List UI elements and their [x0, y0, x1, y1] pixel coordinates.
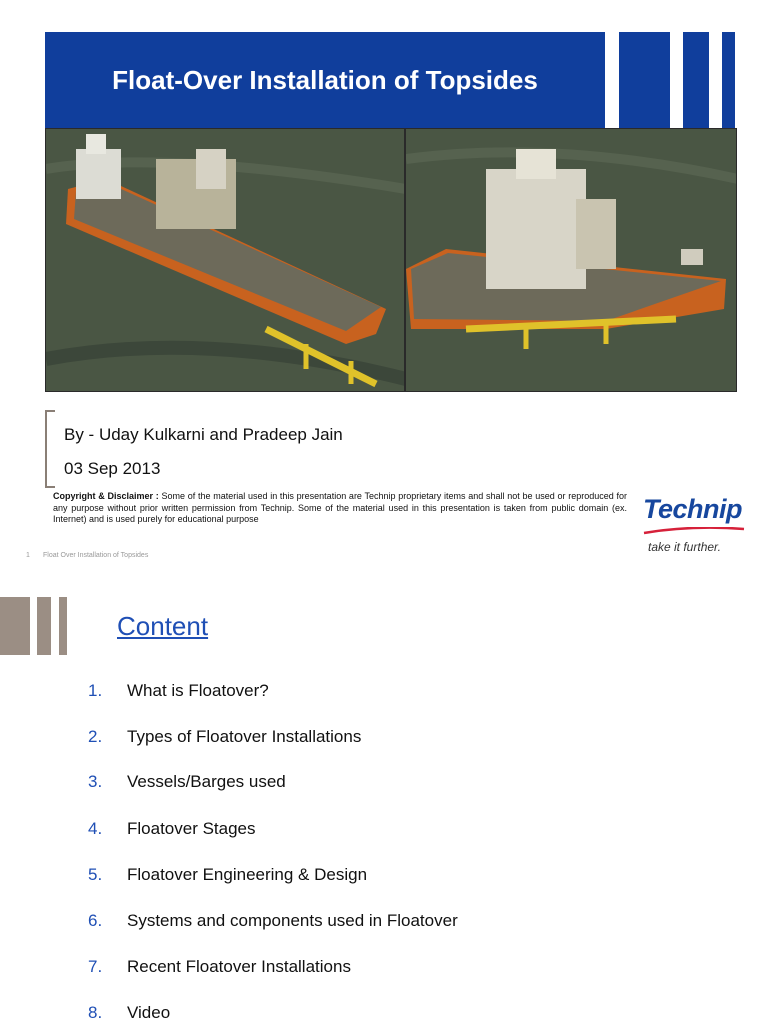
author-bracket: [45, 410, 55, 488]
item-label: Video: [127, 1003, 171, 1022]
item-label: Types of Floatover Installations: [127, 727, 362, 746]
item-label: Floatover Stages: [127, 819, 256, 838]
accent-block-1: [0, 597, 30, 655]
title-bar: [45, 32, 605, 128]
item-label: Floatover Engineering & Design: [127, 865, 368, 884]
footer-title: Float Over Installation of Topsides: [43, 552, 149, 559]
disclaimer-text: Some of the material used in this presentation are Technip proprietary items and shall not be used or reproduced for any purpose without prior written permission from Technip. Some of the material used in this presentation is taken from public domain (ex. Internet) and is used purely for educational purpose: [53, 491, 627, 524]
title-stripe-2: [683, 32, 709, 128]
presentation-date: 03 Sep 2013: [64, 459, 161, 478]
footer-page-number: 1: [26, 552, 30, 559]
item-number: 8.: [88, 1003, 103, 1022]
logo-swoosh-icon: [642, 527, 746, 535]
item-number: 6.: [88, 911, 103, 930]
item-label: What is Floatover?: [127, 681, 269, 700]
item-number: 7.: [88, 957, 103, 976]
content-heading[interactable]: Content: [117, 611, 209, 641]
item-label: Recent Floatover Installations: [127, 957, 351, 976]
author-line: By - Uday Kulkarni and Pradeep Jain: [64, 425, 343, 444]
accent-block-2: [37, 597, 51, 655]
logo-tagline: take it further.: [648, 540, 721, 554]
item-label: Systems and components used in Floatover: [127, 911, 458, 930]
logo-wordmark: Technip: [643, 494, 743, 524]
slide-title: Float-Over Installation of Topsides: [112, 64, 538, 95]
title-stripe-1: [619, 32, 670, 128]
item-number: 2.: [88, 727, 103, 746]
item-label: Vessels/Barges used: [127, 772, 286, 791]
accent-block-3: [59, 597, 67, 655]
item-number: 3.: [88, 772, 103, 791]
item-number: 5.: [88, 865, 103, 884]
vessel-photo-right: [405, 128, 737, 392]
copyright-disclaimer: [53, 491, 627, 526]
title-stripe-3: [722, 32, 735, 128]
item-number: 4.: [88, 819, 103, 838]
item-number: 1.: [88, 681, 103, 700]
technip-logo: [640, 494, 750, 558]
disclaimer-label: Copyright & Disclaimer :: [53, 491, 159, 501]
vessel-photo-left: [45, 128, 405, 392]
